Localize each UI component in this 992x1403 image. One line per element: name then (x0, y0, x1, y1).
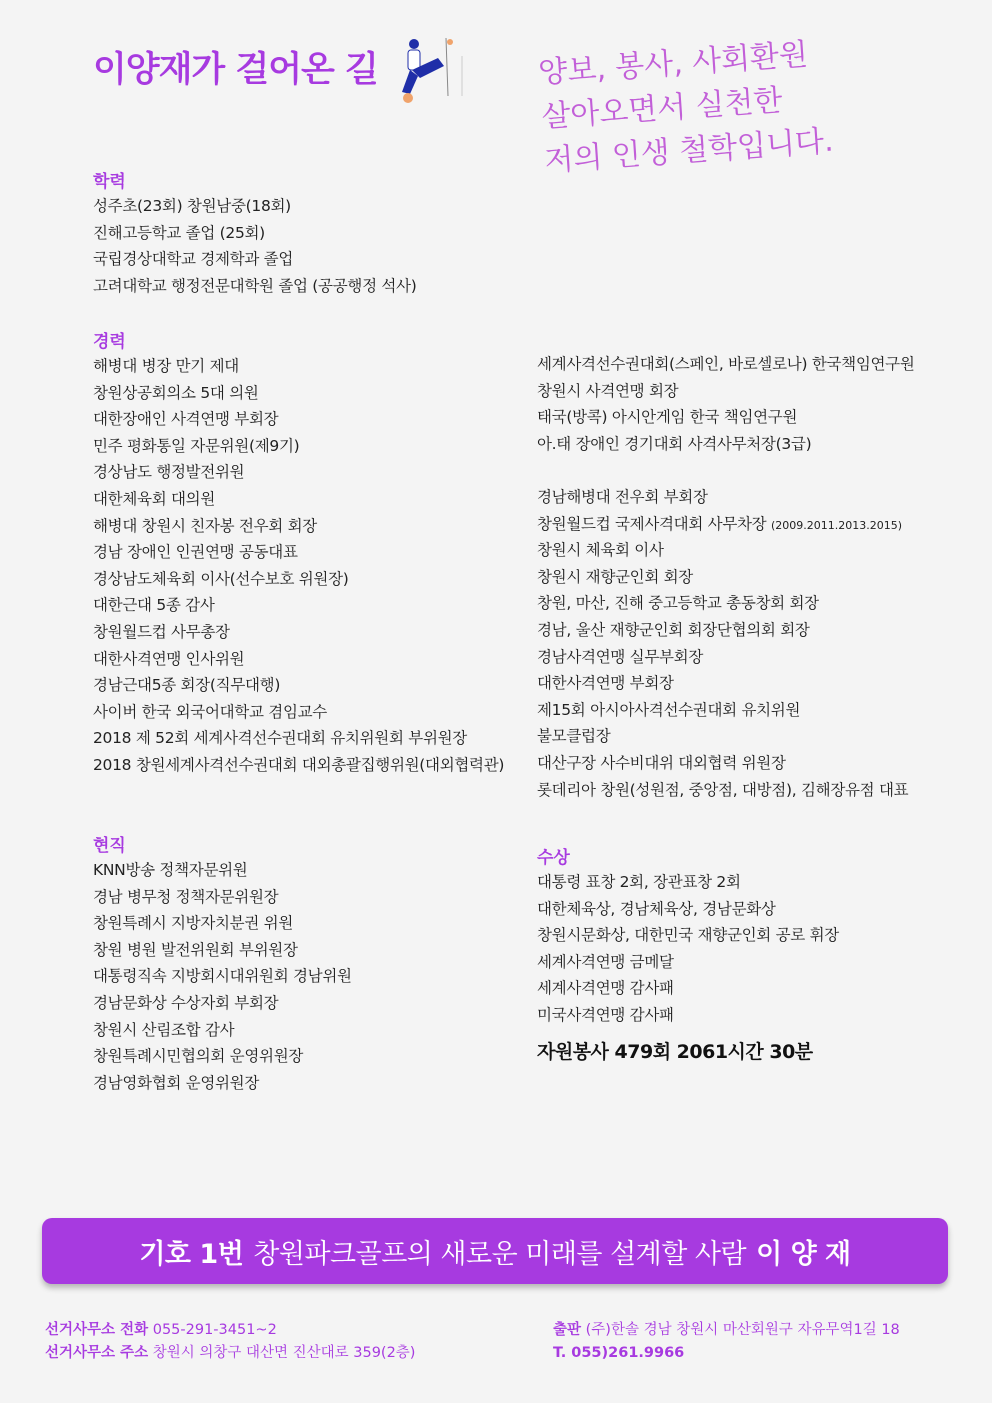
footer-office (45, 1319, 415, 1365)
list-item: 경남문화상 수상자회 부회장 (93, 993, 279, 1012)
publisher-line (553, 1319, 900, 1342)
list-item: 경남 병무청 정책자문위원장 (93, 887, 279, 906)
list-item: 2018 창원세계사격선수권대회 대외총괄집행위원(대외협력관) (93, 755, 505, 774)
list-item: 경상남도 행정발전위원 (93, 463, 245, 482)
list-item: 창원, 마산, 진해 중고등학교 총동창회 회장 (537, 594, 819, 613)
list-item: 민주 평화통일 자문위원(제9기) (93, 436, 300, 455)
person-illustration (396, 36, 478, 108)
list-item: 미국사격연맹 감사패 (537, 1005, 674, 1024)
publisher-label: 출판 (553, 1322, 582, 1338)
list-item: 경상남도체육회 이사(선수보호 위원장) (93, 569, 349, 588)
publisher-value: (주)한솔 경남 창원시 마산회원구 자유무역1길 18 (585, 1322, 900, 1338)
list-item: 경남영화협회 운영위원장 (93, 1073, 260, 1092)
list-item: 사이버 한국 외국어대학교 겸임교수 (93, 702, 327, 721)
list-item: 불모클럽장 (537, 727, 611, 746)
list-item: 아.태 장애인 경기대회 사격사무처장(3급) (537, 434, 812, 453)
candidate-banner (42, 1218, 948, 1284)
list-item: 대한체육회 대의원 (93, 489, 216, 508)
worldcup-years: (2009.2011.2013.2015) (771, 518, 903, 532)
list-item: 해병대 병장 만기 제대 (93, 357, 239, 375)
list-item: 세계사격선수권대회(스페인, 바로셀로나) 한국책임연구원 (537, 355, 915, 373)
list-item: 세계사격연맹 금메달 (537, 952, 674, 971)
awards-list (537, 869, 839, 1029)
list-item (537, 511, 915, 538)
list-item: 대한사격연맹 인사위원 (93, 649, 245, 668)
banner-number: 기호 1번 (139, 1238, 244, 1270)
list-item: 대한근대 5종 감사 (93, 596, 215, 615)
slogan-line: 저의 인생 철학입니다. (543, 123, 835, 179)
office-address (45, 1342, 415, 1365)
career-list-right (537, 351, 915, 803)
list-spacer (537, 457, 915, 484)
section-title-career: 경력 (93, 332, 126, 352)
education-list (93, 193, 416, 299)
list-item: 경남사격연맹 실무부회장 (537, 647, 704, 666)
list-item: 창원시 재향군인회 회장 (537, 567, 693, 586)
list-item: 경남해병대 전우회 부회장 (537, 487, 708, 506)
list-item: 대한체육상, 경남체육상, 경남문화상 (537, 899, 776, 918)
page-title: 이양재가 걸어온 길 (93, 50, 378, 90)
career-list-left (93, 353, 504, 779)
section-title-current: 현직 (93, 836, 126, 856)
slogan-line: 살아오면서 실천한 (540, 83, 784, 135)
list-item: 창원시문화상, 대한민국 재향군인회 공로 휘장 (537, 926, 839, 945)
list-item: 경남, 울산 재향군인회 회장단협의회 회장 (537, 620, 810, 639)
list-item: 진해고등학교 졸업 (25회) (93, 223, 265, 242)
list-item: 고려대학교 행정전문대학원 졸업 (공공행정 석사) (93, 276, 417, 295)
list-item: 대산구장 사수비대위 대외협력 위원장 (537, 753, 786, 772)
list-item: 세계사격연맹 감사패 (537, 979, 674, 998)
publisher-phone-line (553, 1342, 900, 1365)
address-label: 선거사무소 주소 (45, 1345, 149, 1361)
list-item: 창원시 체육회 이사 (537, 541, 664, 560)
banner-text: 창원파크골프의 새로운 미래를 설계할 사람 (253, 1238, 747, 1270)
phone-value: 055-291-3451~2 (152, 1322, 277, 1338)
list-item: 해병대 창원시 친자봉 전우회 회장 (93, 516, 317, 535)
list-item: 2018 제 52회 세계사격선수권대회 유치위원회 부위원장 (93, 729, 467, 748)
list-item: 태국(방콕) 아시안게임 한국 책임연구원 (537, 408, 798, 427)
list-item: 창원 병원 발전위원회 부위원장 (93, 940, 298, 959)
list-item: KNN방송 정책자문위원 (93, 861, 248, 879)
list-item: 경남 장애인 인권연맹 공동대표 (93, 543, 298, 562)
office-phone (45, 1319, 415, 1342)
list-item: 대한사격연맹 부회장 (537, 674, 674, 693)
slogan (537, 29, 875, 184)
current-list (93, 857, 352, 1096)
footer-publisher (553, 1319, 900, 1365)
section-title-awards: 수상 (537, 848, 570, 868)
address-value: 창원시 의창구 대산면 진산대로 359(2층) (152, 1345, 416, 1361)
list-item: 경남근대5종 회장(직무대행) (93, 676, 281, 695)
list-item: 창원상공회의소 5대 의원 (93, 383, 259, 402)
list-item: 성주초(23회) 창원남중(18회) (93, 197, 291, 215)
list-item: 대통령 표창 2회, 장관표창 2회 (537, 873, 741, 891)
list-item: 창원월드컵 사무총장 (93, 622, 230, 641)
list-item: 창원특례시민협의회 운영위원장 (93, 1047, 304, 1066)
list-item: 롯데리아 창원(성원점, 중앙점, 대방점), 김해장유점 대표 (537, 780, 909, 799)
volunteer-stat: 자원봉사 479회 2061시간 30분 (537, 1041, 813, 1063)
list-item: 창원시 산림조합 감사 (93, 1020, 235, 1039)
list-item: 창원특례시 지방자치분권 위원 (93, 914, 294, 933)
publisher-phone: T. 055)261.9966 (553, 1345, 685, 1361)
list-item: 제15회 아시아사격선수권대회 유치위원 (537, 700, 801, 719)
section-title-education: 학력 (93, 172, 126, 192)
slogan-line: 양보, 봉사, 사회환원 (537, 37, 810, 91)
list-item: 국립경상대학교 경제학과 졸업 (93, 250, 294, 269)
list-item: 대통령직속 지방회시대위원회 경남위원 (93, 967, 352, 986)
phone-label: 선거사무소 전화 (45, 1322, 149, 1338)
list-item-text: 창원월드컵 국제사격대회 사무차장 (537, 514, 767, 533)
list-item: 대한장애인 사격연맹 부회장 (93, 410, 279, 429)
list-item: 창원시 사격연맹 회장 (537, 381, 679, 400)
banner-name: 이 양 재 (756, 1238, 851, 1270)
